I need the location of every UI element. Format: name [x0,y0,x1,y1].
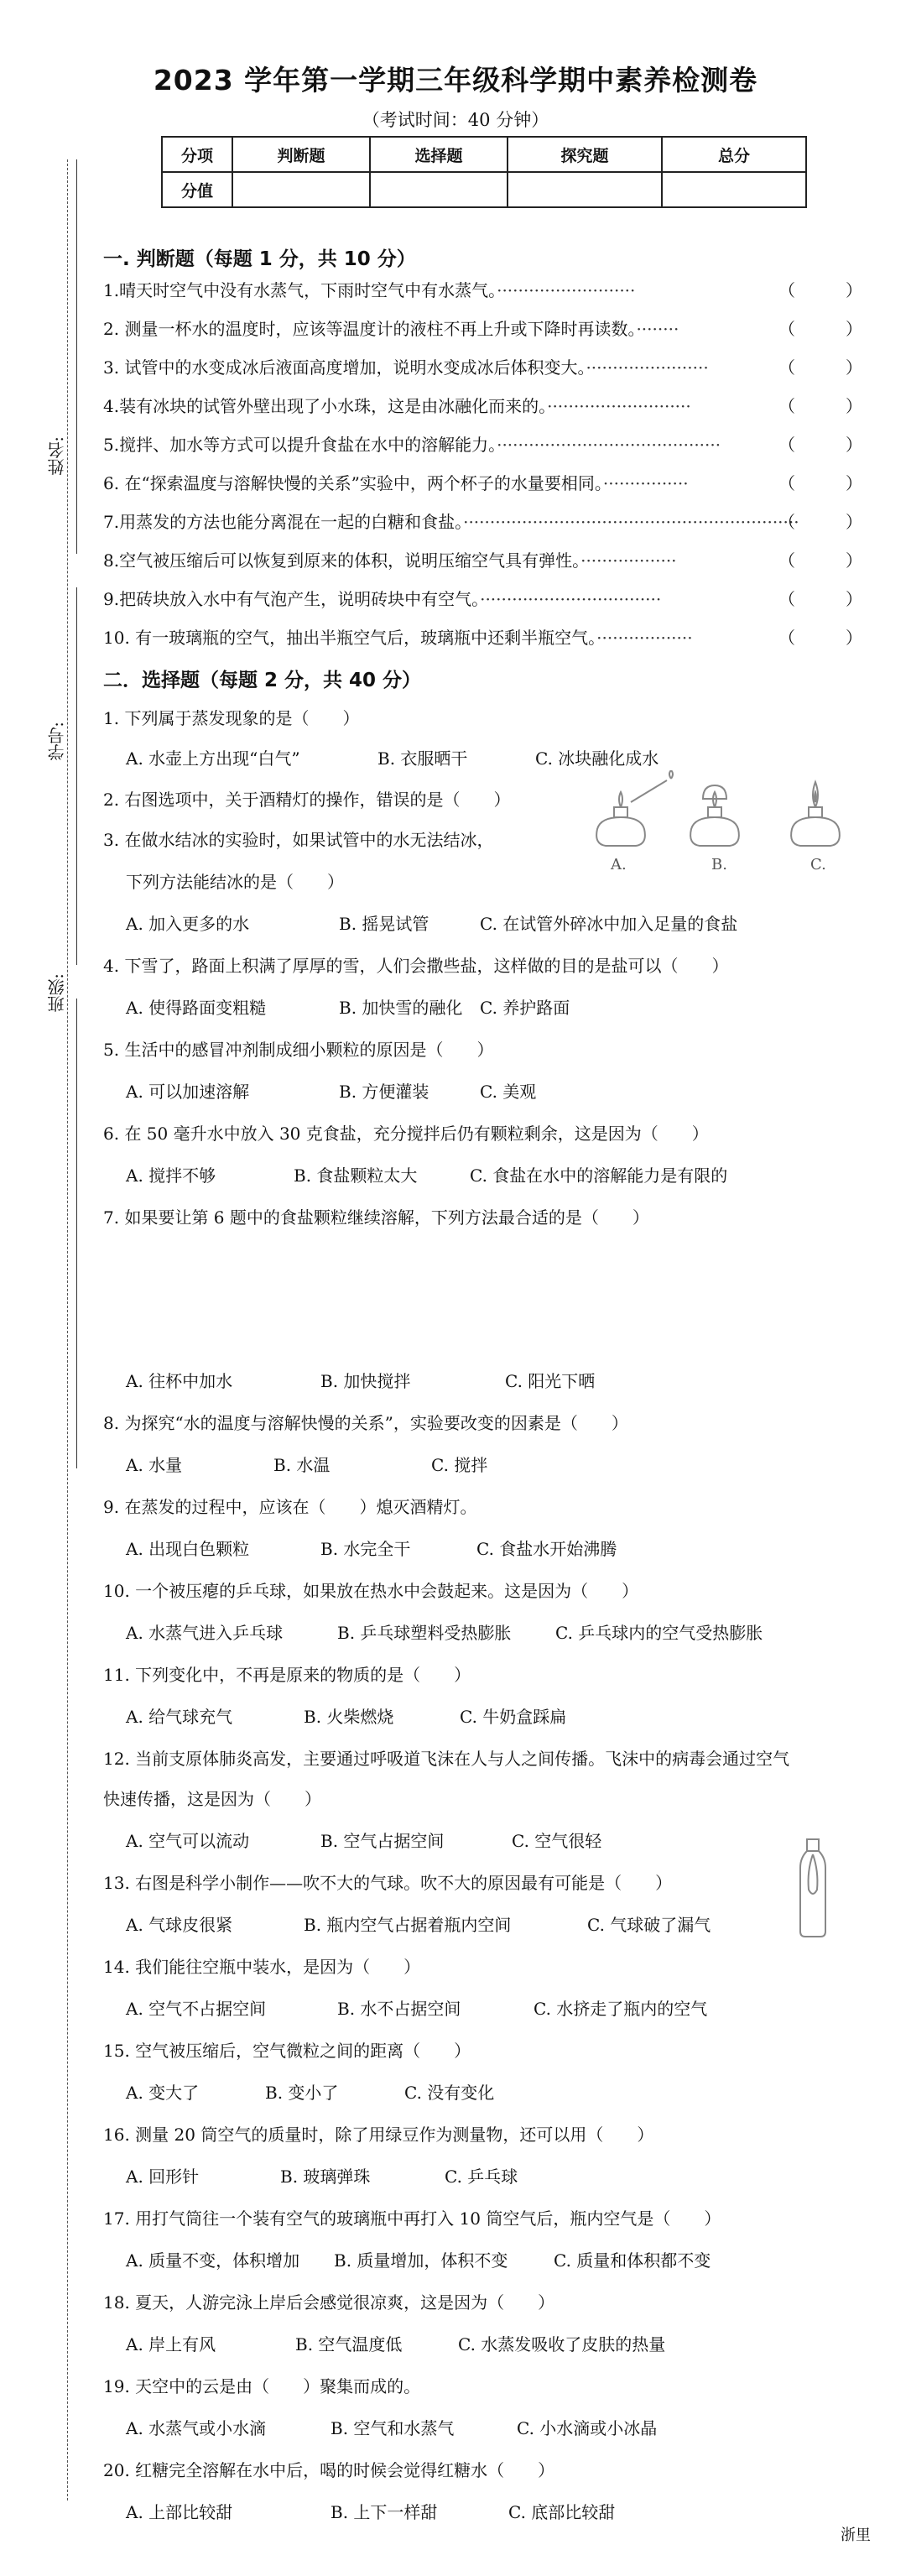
answer-paren: （ ） [778,435,862,455]
figure-caption: A. [611,856,627,873]
tf-question-text: 8.空气被压缩后可以恢复到原来的体积，说明压缩空气具有弹性。 [103,550,581,571]
mc-question: 17. 用打气筒往一个装有空气的玻璃瓶中再打入 10 筒空气后，瓶内空气是（ ） [103,2208,721,2229]
option[interactable]: A. 上部比较甜 [126,2502,233,2522]
option[interactable]: A. 加入更多的水 [126,914,250,934]
student-id-label: 学号: [47,722,67,761]
option[interactable]: B. 火柴燃烧 [304,1707,394,1727]
score-cell[interactable] [662,172,806,207]
answer-paren: （ ） [778,319,862,339]
option[interactable]: C. 水挤走了瓶内的空气 [534,1999,708,2019]
section2-heading: 二．选择题（每题 2 分，共 40 分） [103,670,422,691]
answer-paren: （ ） [778,396,862,416]
mc-question: 1. 下列属于蒸发现象的是（ ） [103,708,360,728]
option[interactable]: A. 搅拌不够 [126,1165,216,1186]
option[interactable]: B. 空气温度低 [295,2334,403,2354]
class-label: 班级: [47,973,67,1013]
mc-question: 6. 在 50 毫升水中放入 30 克食盐，充分搅拌后仍有颗粒剩余，这是因为（ ） [103,1124,709,1144]
tf-question: 3. 试管中的水变成冰后液面高度增加，说明水变成冰后体积变大。······················· （ ） [103,354,862,378]
tf-question: 10. 有一玻璃瓶的空气，抽出半瓶空气后，玻璃瓶中还剩半瓶空气。·················· （ ） [103,624,862,649]
option[interactable]: C. 阳光下晒 [505,1371,596,1391]
option[interactable]: B. 水不占据空间 [337,1999,461,2019]
option[interactable]: A. 水蒸气进入乒乓球 [126,1623,284,1643]
option[interactable]: A. 空气可以流动 [126,1831,250,1851]
mc-question: 11. 下列变化中，不再是原来的物质的是（ ） [103,1665,471,1685]
option[interactable]: C. 牛奶盒踩扁 [460,1707,567,1727]
option[interactable]: A. 水蒸气或小水滴 [126,2418,267,2438]
option[interactable]: A. 气球皮很紧 [126,1915,233,1935]
option[interactable]: B. 空气和水蒸气 [331,2418,455,2438]
option[interactable]: C. 乒乓球 [445,2167,518,2187]
mc-question: 8. 为探究“水的温度与溶解快慢的关系”，实验要改变的因素是（ ） [103,1413,628,1433]
answer-paren: （ ） [778,357,862,378]
answer-paren: （ ） [778,628,862,648]
mc-question: 10. 一个被压瘪的乒乓球，如果放在热水中会鼓起来。这是因为（ ） [103,1581,639,1601]
figure-caption: B. [711,856,727,873]
tf-question-text: 7.用蒸发的方法也能分离混在一起的白糖和食盐。 [103,512,464,532]
tf-question: 2. 测量一杯水的温度时，应该等温度计的液柱不再上升或下降时再读数。········ （ ） [103,315,862,340]
option[interactable]: B. 质量增加，体积不变 [334,2250,508,2271]
answer-paren: （ ） [778,550,862,571]
mc-question: 2. 右图选项中，关于酒精灯的操作，错误的是（ ） [103,790,511,810]
score-cell[interactable] [232,172,370,207]
answer-paren: （ ） [778,512,862,532]
tf-question-text: 10. 有一玻璃瓶的空气，抽出半瓶空气后，玻璃瓶中还剩半瓶空气。 [103,628,597,648]
mc-question: 9. 在蒸发的过程中，应该在（ ）熄灭酒精灯。 [103,1497,477,1517]
option[interactable]: A. 质量不变，体积增加 [126,2250,300,2271]
class-line [76,999,77,1468]
option[interactable]: A. 水量 [126,1455,183,1475]
option[interactable]: B. 上下一样甜 [331,2502,438,2522]
option[interactable]: B. 水温 [273,1455,331,1475]
option[interactable]: A. 往杯中加水 [126,1371,233,1391]
name-line [76,159,77,554]
tf-question: 4.装有冰块的试管外壁出现了小水珠，这是由冰融化而来的。··························· （ ） [103,393,862,417]
option[interactable]: C. 质量和体积都不变 [554,2250,711,2271]
mc-question: 7. 如果要让第 6 题中的食盐颗粒继续溶解，下列方法最合适的是（ ） [103,1207,649,1228]
tf-question: 8.空气被压缩后可以恢复到原来的体积，说明压缩空气具有弹性。·················· （ ） [103,547,862,571]
score-header-cell: 选择题 [370,137,508,172]
balloon-bottle-figure [792,1838,834,1938]
mc-question: 18. 夏天，人游完泳上岸后会感觉很凉爽，这是因为（ ） [103,2292,555,2313]
answer-paren: （ ） [778,280,862,300]
tf-question-text: 6. 在“探索温度与溶解快慢的关系”实验中，两个杯子的水量要相同。 [103,473,603,493]
option[interactable]: C. 底部比较甜 [508,2502,616,2522]
option[interactable]: A. 水壶上方出现“白气” [126,748,300,769]
mc-question: 4. 下雪了，路面上积满了厚厚的雪，人们会撒些盐，这样做的目的是盐可以（ ） [103,956,729,976]
mc-question: 5. 生活中的感冒冲剂制成细小颗粒的原因是（ ） [103,1040,494,1060]
option[interactable]: B. 空气占据空间 [320,1831,445,1851]
binding-line [67,159,68,2500]
mc-question-cont: 下列方法能结冰的是（ ） [126,872,344,892]
score-row-label: 分值 [162,172,232,207]
option[interactable]: A. 使得路面变粗糙 [126,998,267,1018]
option[interactable]: A. 变大了 [126,2083,200,2103]
tf-question-text: 4.装有冰块的试管外壁出现了小水珠，这是由冰融化而来的。 [103,396,548,416]
footer-mark: 浙里 [841,2526,871,2544]
score-header-cell: 探究题 [508,137,662,172]
score-cell[interactable] [508,172,662,207]
mc-question: 13. 右图是科学小制作——吹不大的气球。吹不大的原因最有可能是（ ） [103,1873,673,1893]
tf-question-text: 2. 测量一杯水的温度时，应该等温度计的液柱不再上升或下降时再读数。 [103,319,637,339]
mc-question: 16. 测量 20 筒空气的质量时，除了用绿豆作为测量物，还可以用（ ） [103,2125,654,2145]
option[interactable]: C. 空气很轻 [512,1831,602,1851]
mc-question-cont: 快速传播，这是因为（ ） [103,1789,321,1809]
option[interactable]: B. 加快搅拌 [320,1371,411,1391]
mc-question: 20. 红糖完全溶解在水中后，喝的时候会觉得红糖水（ ） [103,2460,555,2480]
option[interactable]: A. 空气不占据空间 [126,1999,267,2019]
option[interactable]: A. 回形针 [126,2167,200,2187]
option[interactable]: C. 乒乓球内的空气受热膨胀 [555,1623,763,1643]
mc-question: 19. 天空中的云是由（ ）聚集而成的。 [103,2376,421,2396]
option[interactable]: A. 岸上有风 [126,2334,216,2354]
option[interactable]: B. 水完全干 [320,1539,411,1559]
answer-paren: （ ） [778,473,862,493]
option[interactable]: B. 食盐颗粒太大 [294,1165,418,1186]
tf-question: 9.把砖块放入水中有气泡产生，说明砖块中有空气。·································· （ ） [103,586,862,610]
id-line [76,587,77,965]
mc-question: 12. 当前支原体肺炎高发，主要通过呼吸道飞沫在人与人之间传播。飞沫中的病毒会通过空气 [103,1749,790,1769]
tf-question: 5.搅拌、加水等方式可以提升食盐在水中的溶解能力。·········································· （ ） [103,431,862,456]
tf-question: 1.晴天时空气中没有水蒸气，下雨时空气中有水蒸气。·························· （ ） [103,277,862,301]
tf-question-text: 9.把砖块放入水中有气泡产生，说明砖块中有空气。 [103,589,481,609]
option[interactable]: C. 食盐水开始沸腾 [476,1539,617,1559]
option[interactable]: B. 摇晃试管 [339,914,429,934]
option[interactable]: B. 加快雪的融化 [339,998,463,1018]
score-table [161,136,807,208]
tf-question-text: 1.晴天时空气中没有水蒸气，下雨时空气中有水蒸气。 [103,280,497,300]
option[interactable]: C. 在试管外碎冰中加入足量的食盐 [480,914,738,934]
option[interactable]: C. 养护路面 [480,998,570,1018]
option[interactable]: B. 方便灌装 [339,1082,429,1102]
score-header-cell: 分项 [162,137,232,172]
section1-heading: 一. 判断题（每题 1 分，共 10 分） [103,248,416,270]
exam-time: （考试时间：40 分钟） [362,110,549,130]
tf-question: 7.用蒸发的方法也能分离混在一起的白糖和食盐。······························································· （ ） [103,508,862,533]
score-cell[interactable] [370,172,508,207]
option[interactable]: B. 瓶内空气占据着瓶内空间 [304,1915,512,1935]
option[interactable]: B. 衣服晒干 [377,748,468,769]
tf-question: 6. 在“探索温度与溶解快慢的关系”实验中，两个杯子的水量要相同。················ （ ） [103,470,862,494]
score-header-cell: 总分 [662,137,806,172]
option[interactable]: C. 冰块融化成水 [535,748,659,769]
mc-question: 3. 在做水结冰的实验时，如果试管中的水无法结冰， [103,830,494,850]
answer-paren: （ ） [778,589,862,609]
mc-question: 14. 我们能往空瓶中装水，是因为（ ） [103,1957,421,1977]
option[interactable]: A. 给气球充气 [126,1707,233,1727]
option[interactable]: C. 气球破了漏气 [587,1915,711,1935]
option[interactable]: B. 玻璃弹珠 [280,2167,371,2187]
tf-question-text: 5.搅拌、加水等方式可以提升食盐在水中的溶解能力。 [103,435,497,455]
option[interactable]: A. 出现白色颗粒 [126,1539,250,1559]
option[interactable]: C. 没有变化 [404,2083,495,2103]
option[interactable]: C. 小水滴或小冰晶 [517,2418,658,2438]
option[interactable]: C. 搅拌 [431,1455,488,1475]
page-title: 2023 学年第一学期三年级科学期中素养检测卷 [153,64,758,96]
mc-question: 15. 空气被压缩后，空气微粒之间的距离（ ） [103,2041,471,2061]
name-label: 姓名: [47,436,67,476]
option[interactable]: C. 水蒸发吸收了皮肤的热量 [458,2334,666,2354]
option[interactable]: B. 变小了 [265,2083,339,2103]
option[interactable]: A. 可以加速溶解 [126,1082,250,1102]
score-header-cell: 判断题 [232,137,370,172]
option[interactable]: C. 食盐在水中的溶解能力是有限的 [470,1165,728,1186]
option[interactable]: B. 乒乓球塑料受热膨胀 [337,1623,512,1643]
option[interactable]: C. 美观 [480,1082,537,1102]
tf-question-text: 3. 试管中的水变成冰后液面高度增加，说明水变成冰后体积变大。 [103,357,586,378]
figure-caption: C. [810,856,826,873]
